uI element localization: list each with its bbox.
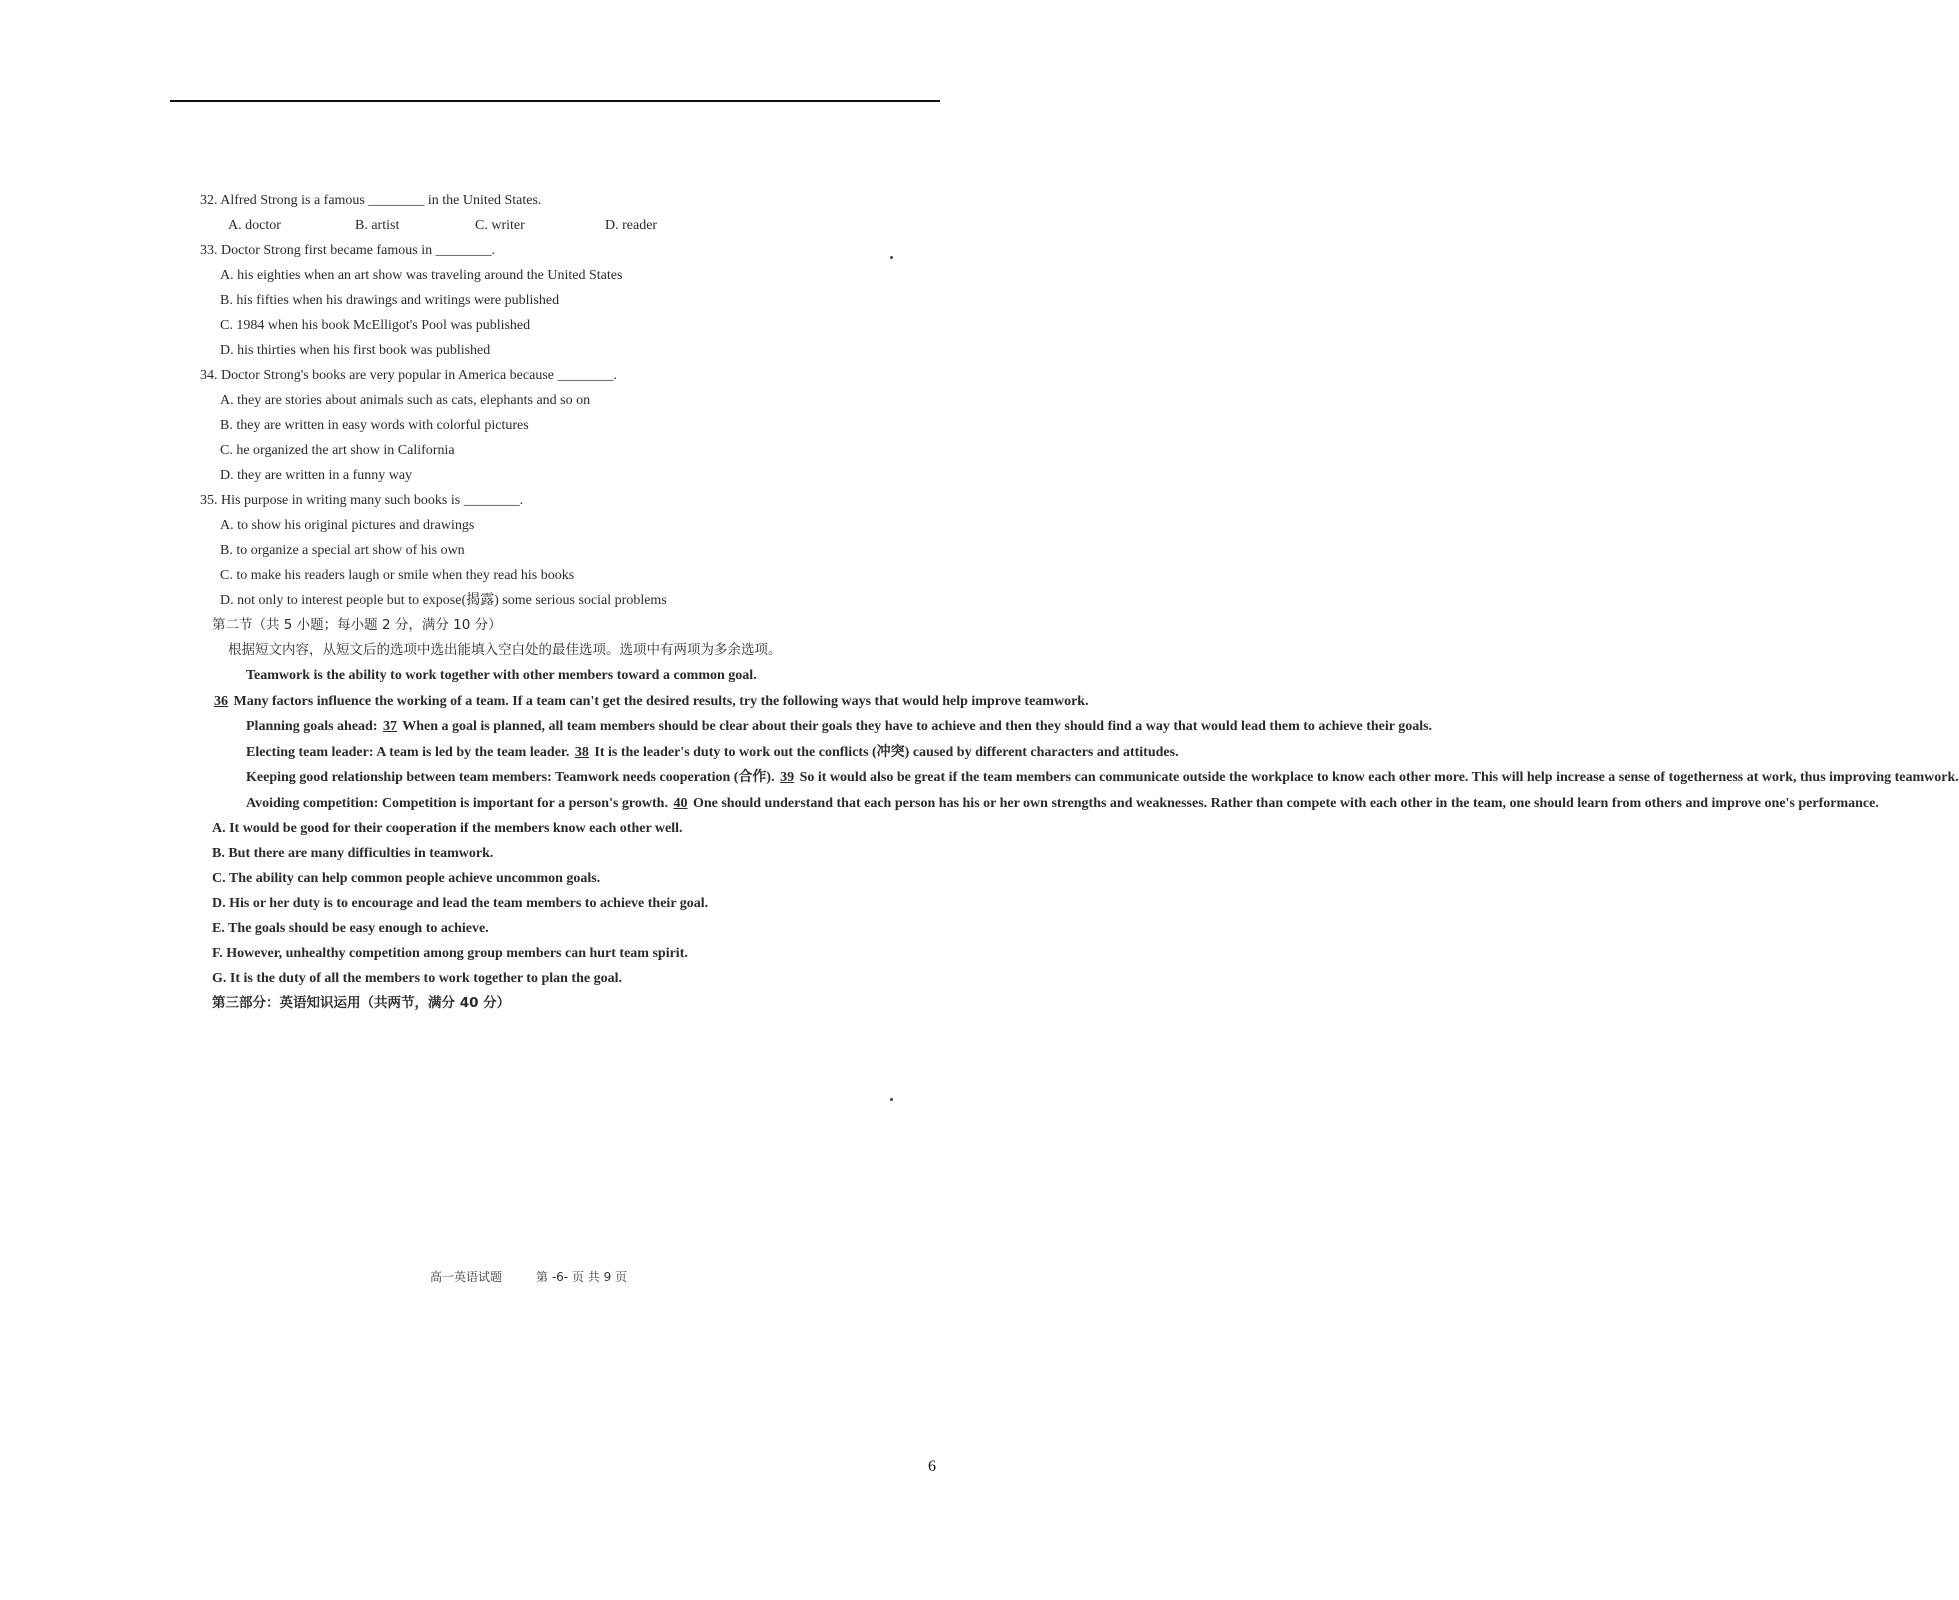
choice-a: A. It would be good for their cooperation if the members know each other well. [212, 821, 683, 836]
passage-p2-text: Many factors influence the working of a team. If a team can't get the desired results, try the following ways that would help improve teamwork. [233, 693, 1089, 709]
option-35-b: B. to organize a special art show of his own [220, 543, 465, 558]
passage-p5-text: So it would also be great if the team members can communicate outside the workplace to know each other more. This will help increase a sense of togetherness at work, thus improving teamwork. [799, 770, 1959, 785]
page-footer [430, 1268, 661, 1285]
section2-instruction: 根据短文内容，从短文后的选项中选出能填入空白处的最佳选项。选项中有两项为多余选项。 [228, 642, 782, 658]
option-34-d: D. they are written in a funny way [220, 468, 413, 483]
page-number: 6 [928, 1458, 936, 1475]
question-32-stem: 32. Alfred Strong is a famous ________ in the United States. [200, 193, 542, 208]
scan-speck [890, 256, 893, 259]
option-33-d: D. his thirties when his first book was published [220, 343, 491, 358]
option-35-c: C. to make his readers laugh or smile when they read his books [220, 568, 575, 583]
option-34-a: A. they are stories about animals such as cats, elephants and so on [220, 393, 591, 408]
option-35-a: A. to show his original pictures and drawings [220, 518, 475, 533]
question-32-options [200, 213, 910, 238]
passage-p6-text: One should understand that each person has his or her own strengths and weaknesses. Rather than compete with each other in the team, one should learn from others and improve one's performance. [692, 795, 1879, 811]
passage-paragraph-3 [200, 714, 1433, 740]
blank-39: 39 [780, 770, 795, 785]
passage-paragraph-6 [200, 791, 1879, 817]
option-32-b: B. artist [355, 218, 400, 233]
header-rule [170, 100, 940, 102]
scanned-content [200, 188, 1959, 1016]
blank-40: 40 [673, 795, 688, 811]
option-33-b: B. his fifties when his drawings and writings were published [220, 293, 560, 308]
choice-d: D. His or her duty is to encourage and lead the team members to achieve their goal. [212, 896, 709, 911]
option-33-a: A. his eighties when an art show was traveling around the United States [220, 268, 623, 283]
option-32-c: C. writer [475, 218, 525, 233]
passage-p3-text: When a goal is planned, all team members should be clear about their goals they have to achieve and then they should find a way that would lead them to achieve their goals. [402, 719, 1433, 734]
blank-38: 38 [574, 744, 589, 760]
passage-p1-text: Teamwork is the ability to work together with other members toward a common goal. [246, 668, 757, 683]
choice-e: E. The goals should be easy enough to achieve. [212, 921, 489, 936]
passage-p3-lead: Planning goals ahead: [246, 719, 378, 734]
choice-f: F. However, unhealthy competition among group members can hurt team spirit. [212, 946, 688, 961]
section2-heading: 第二节（共 5 小题；每小题 2 分，满分 10 分） [212, 617, 502, 633]
passage-p4-lead: Electing team leader: A team is led by the team leader. [246, 744, 570, 760]
passage-paragraph-1 [200, 663, 898, 689]
footer-page-info: 第 -6- 页 共 9 页 [536, 1270, 628, 1284]
option-35-d: D. not only to interest people but to expose(揭露) some serious social problems [220, 593, 667, 608]
choice-g: G. It is the duty of all the members to work together to plan the goal. [212, 971, 622, 986]
passage-paragraph-2 [200, 689, 1089, 715]
option-32-d: D. reader [605, 218, 658, 233]
option-33-c: C. 1984 when his book McElligot's Pool was published [220, 318, 531, 333]
question-34-stem: 34. Doctor Strong's books are very popular in America because ________. [200, 368, 617, 383]
option-34-b: B. they are written in easy words with colorful pictures [220, 418, 529, 433]
blank-36: 36 [214, 693, 228, 709]
question-35-stem: 35. His purpose in writing many such books is ________. [200, 493, 524, 508]
passage-p5-lead: Keeping good relationship between team members: Teamwork needs cooperation (合作). [246, 770, 775, 785]
choice-c: C. The ability can help common people achieve uncommon goals. [212, 871, 601, 886]
option-34-c: C. he organized the art show in California [220, 443, 455, 458]
part3-heading: 第三部分：英语知识运用（共两节，满分 40 分） [212, 995, 511, 1011]
passage-p4-text: It is the leader's duty to work out the conflicts (冲突) caused by different characters and attitudes. [594, 744, 1179, 760]
scan-speck [890, 1098, 893, 1101]
choice-b: B. But there are many difficulties in teamwork. [212, 846, 494, 861]
option-32-a: A. doctor [228, 218, 281, 233]
blank-37: 37 [382, 719, 397, 734]
passage-p6-lead: Avoiding competition: Competition is important for a person's growth. [246, 795, 668, 811]
question-33-stem: 33. Doctor Strong first became famous in ________. [200, 243, 496, 258]
passage-paragraph-4 [200, 740, 1179, 766]
passage-paragraph-5 [200, 765, 1959, 791]
footer-subject: 高一英语试题 [430, 1270, 503, 1284]
